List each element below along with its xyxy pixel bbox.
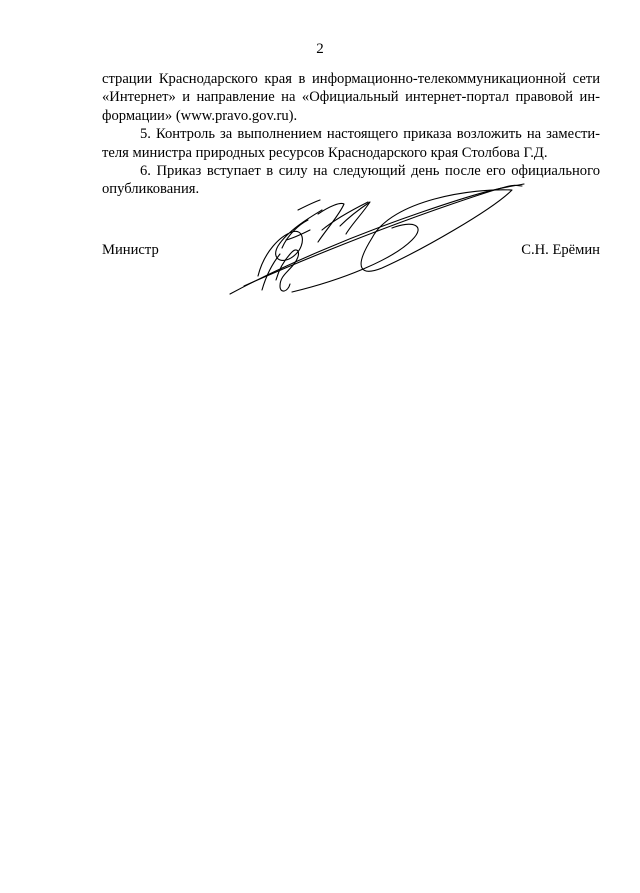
text-line: опубликования. — [102, 181, 200, 198]
text-line: 5. Контроль за выполнением настоящего приказа возложить на замести- — [140, 126, 600, 143]
text-line: формации» (www.pravo.gov.ru). — [102, 107, 298, 124]
page-number: 2 — [316, 41, 324, 57]
paragraph-control — [102, 125, 600, 162]
paragraph-publication — [102, 70, 600, 125]
text-line: «Интернет» и направление на «Официальный интернет-портал правовой ин- — [102, 89, 600, 106]
handwritten-signature-icon — [222, 180, 532, 300]
signatory-title: Министр — [102, 242, 159, 258]
text-line: теля министра природных ресурсов Краснодарского края Столбова Г.Д. — [102, 144, 548, 161]
signatory-name: С.Н. Ерёмин — [521, 242, 600, 258]
text-line: 6. Приказ вступает в силу на следующий день после его официального — [140, 163, 600, 180]
text-line: страции Краснодарского края в информационно-телекоммуникационной сети — [102, 71, 600, 87]
